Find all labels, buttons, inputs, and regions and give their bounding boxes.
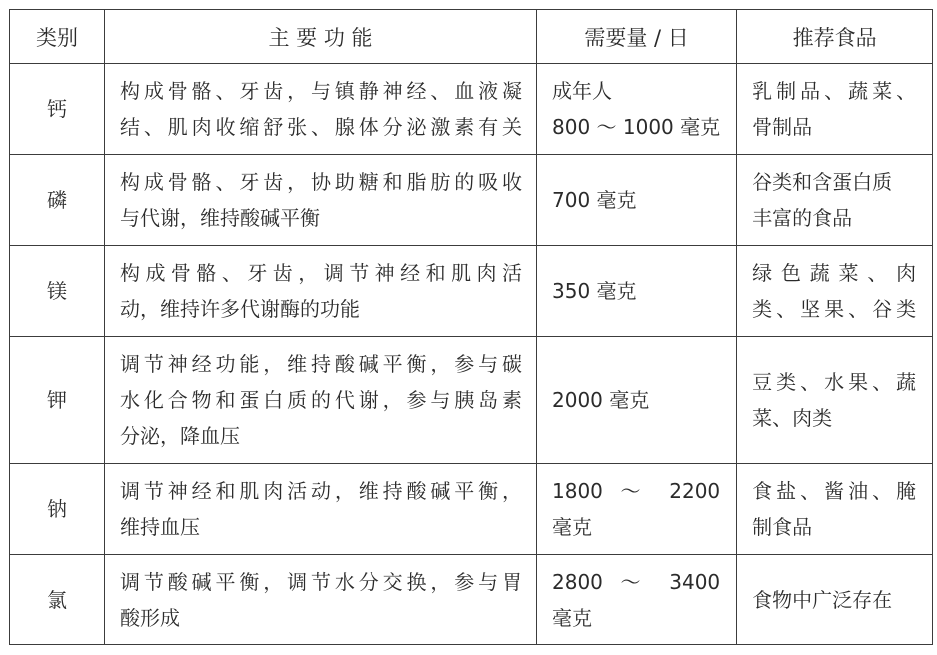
table-row [10, 464, 933, 555]
amount-cell [537, 64, 737, 155]
amount-cell [537, 555, 737, 645]
food-line: 制食品 [752, 515, 813, 539]
amount-cell [537, 337, 737, 464]
header-row [10, 10, 933, 64]
food-cell [737, 337, 933, 464]
function-line: 构成骨骼、牙齿，与镇静神经、血液凝 [120, 79, 522, 103]
function-line: 构成骨骼、牙齿，协助糖和脂肪的吸收 [120, 170, 522, 194]
header-recommended-food: 推荐食品 [737, 10, 933, 64]
table-row [10, 155, 933, 246]
function-cell [105, 337, 537, 464]
function-cell [105, 64, 537, 155]
food-cell [737, 246, 933, 337]
amount-line: 700 毫克 [552, 188, 637, 212]
function-line: 调节神经功能，维持酸碱平衡，参与碳 [120, 352, 522, 376]
category-cell: 磷 [10, 155, 105, 246]
food-line: 食物中广泛存在 [752, 587, 893, 612]
food-cell [737, 155, 933, 246]
food-line: 谷类和含蛋白质 [752, 170, 893, 194]
header-category: 类别 [10, 10, 105, 64]
amount-line: 毫克 [552, 515, 592, 539]
function-line: 动，维持许多代谢酶的功能 [120, 297, 360, 321]
table-row [10, 555, 933, 645]
food-cell [737, 464, 933, 555]
amount-cell [537, 464, 737, 555]
function-cell [105, 555, 537, 645]
category-cell: 氯 [10, 555, 105, 645]
category-cell: 镁 [10, 246, 105, 337]
function-line: 调节神经和肌肉活动，维持酸碱平衡， [120, 479, 522, 503]
food-line: 丰富的食品 [752, 206, 853, 230]
table-row [10, 246, 933, 337]
amount-line: 350 毫克 [552, 279, 637, 303]
food-line: 绿色蔬菜、肉 [752, 261, 917, 285]
amount-line: 毫克 [552, 605, 592, 630]
table-row [10, 64, 933, 155]
amount-line: 成年人 [552, 79, 612, 103]
function-line: 分泌，降血压 [120, 424, 240, 448]
amount-line: 2800 ～ 3400 [552, 569, 721, 594]
header-function: 主 要 功 能 [105, 10, 537, 64]
header-daily-amount: 需要量 / 日 [537, 10, 737, 64]
function-line: 与代谢，维持酸碱平衡 [120, 206, 320, 230]
amount-line: 2000 毫克 [552, 388, 650, 412]
food-cell [737, 555, 933, 645]
function-cell [105, 246, 537, 337]
function-line: 酸形成 [120, 605, 180, 630]
function-cell [105, 464, 537, 555]
food-line: 乳制品、蔬菜、 [752, 79, 917, 103]
function-line: 调节酸碱平衡，调节水分交换，参与胃 [120, 569, 522, 594]
amount-cell [537, 246, 737, 337]
food-cell [737, 64, 933, 155]
function-line: 维持血压 [120, 515, 200, 539]
amount-cell [537, 155, 737, 246]
amount-line: 800 ～ 1000 毫克 [552, 115, 721, 139]
food-line: 食盐、酱油、腌 [752, 479, 917, 503]
food-line: 类、坚果、谷类 [752, 297, 917, 321]
function-line: 结、肌肉收缩舒张、腺体分泌激素有关 [120, 115, 522, 139]
table-row [10, 337, 933, 464]
category-cell: 钾 [10, 337, 105, 464]
function-cell [105, 155, 537, 246]
food-line: 菜、肉类 [752, 406, 833, 430]
minerals-table [9, 9, 933, 645]
food-line: 骨制品 [752, 115, 813, 139]
category-cell: 钠 [10, 464, 105, 555]
function-line: 构成骨骼、牙齿，调节神经和肌肉活 [120, 261, 522, 285]
function-line: 水化合物和蛋白质的代谢，参与胰岛素 [120, 388, 522, 412]
food-line: 豆类、水果、蔬 [752, 370, 917, 394]
amount-line: 1800 ～ 2200 [552, 479, 721, 503]
category-cell: 钙 [10, 64, 105, 155]
